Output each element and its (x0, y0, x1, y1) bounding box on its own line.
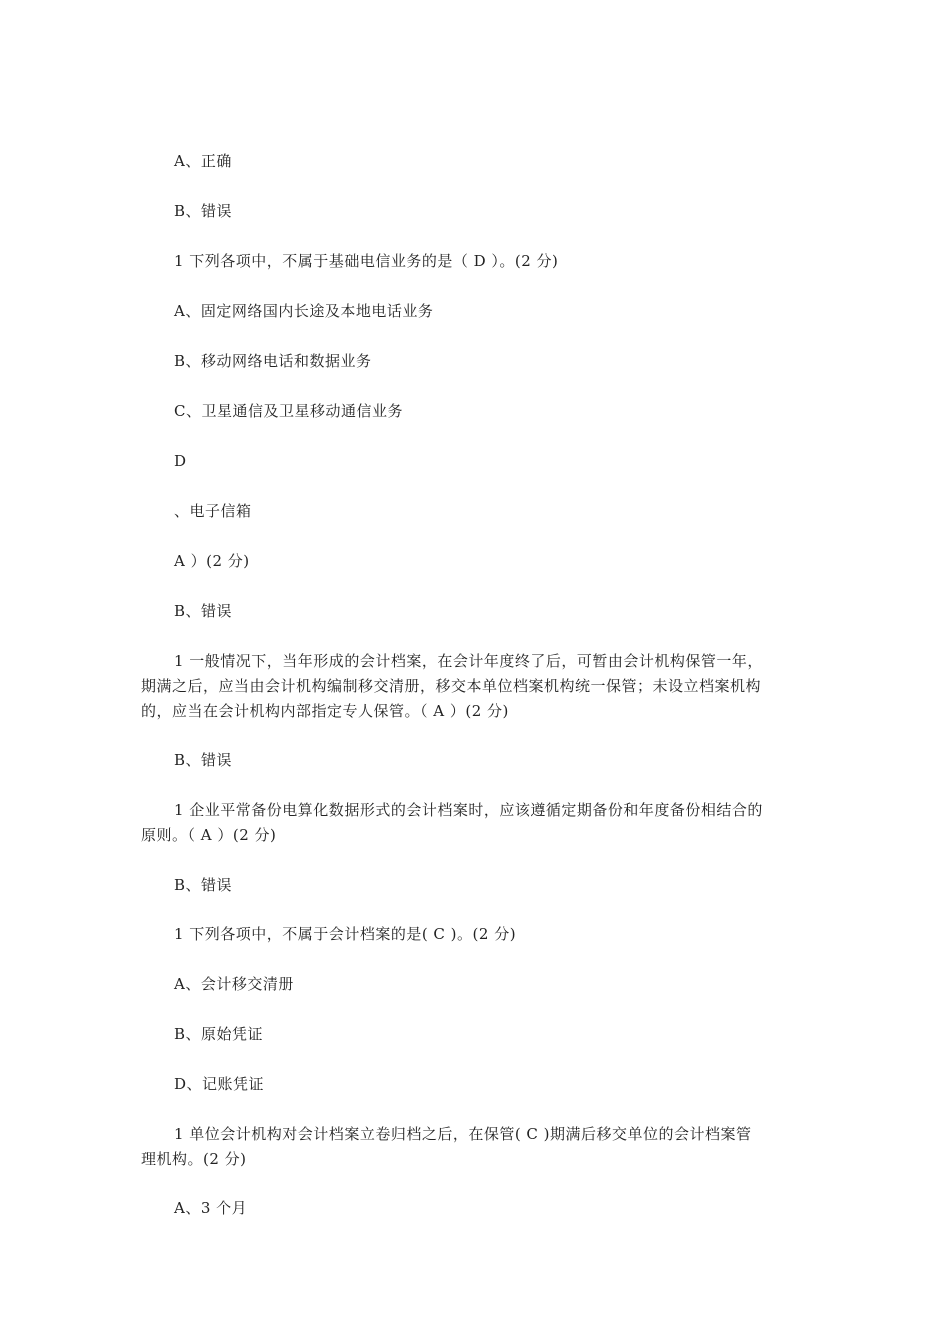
option-a-fixed-network: A、固定网络国内长途及本地电话业务 (174, 302, 434, 320)
answer-fragment: A ）(2 分) (174, 552, 250, 570)
option-b-wrong: B、错误 (174, 751, 233, 769)
option-a-correct: A、正确 (174, 152, 232, 170)
question-backup (141, 798, 814, 848)
question-line: 1 一般情况下，当年形成的会计档案，在会计年度终了后，可暂由会计机构保管一年， (174, 652, 763, 670)
question-line: 期满之后，应当由会计机构编制移交清册，移交本单位档案机构统一保管；未设立档案机构 (141, 677, 762, 695)
option-a-3-months: A、3 个月 (174, 1199, 248, 1217)
option-d-email: 、电子信箱 (174, 502, 252, 520)
question-telecom: 1 下列各项中，不属于基础电信业务的是（ D ）。(2 分) (174, 252, 559, 270)
option-b-mobile-network: B、移动网络电话和数据业务 (174, 352, 372, 370)
option-b-wrong: B、错误 (174, 202, 233, 220)
question-line: 的，应当在会计机构内部指定专人保管。（ A ）(2 分) (141, 702, 509, 720)
question-line: 原则。（ A ）(2 分) (141, 826, 277, 844)
question-archive-custody (141, 649, 814, 724)
option-c-satellite: C、卫星通信及卫星移动通信业务 (174, 402, 403, 420)
option-d-letter: D (174, 452, 187, 470)
question-custody-period (141, 1122, 814, 1172)
option-b-wrong: B、错误 (174, 602, 233, 620)
option-d-bookkeeping-voucher: D、记账凭证 (174, 1075, 265, 1093)
option-b-wrong: B、错误 (174, 876, 233, 894)
option-b-original-voucher: B、原始凭证 (174, 1025, 264, 1043)
question-not-archive: 1 下列各项中，不属于会计档案的是( C )。(2 分) (174, 925, 517, 943)
question-line: 理机构。(2 分) (141, 1150, 247, 1168)
question-line: 1 企业平常备份电算化数据形式的会计档案时，应该遵循定期备份和年度备份相结合的 (174, 801, 763, 819)
option-a-handover-list: A、会计移交清册 (174, 975, 294, 993)
question-line: 1 单位会计机构对会计档案立卷归档之后，在保管( C )期满后移交单位的会计档案管 (174, 1125, 752, 1143)
